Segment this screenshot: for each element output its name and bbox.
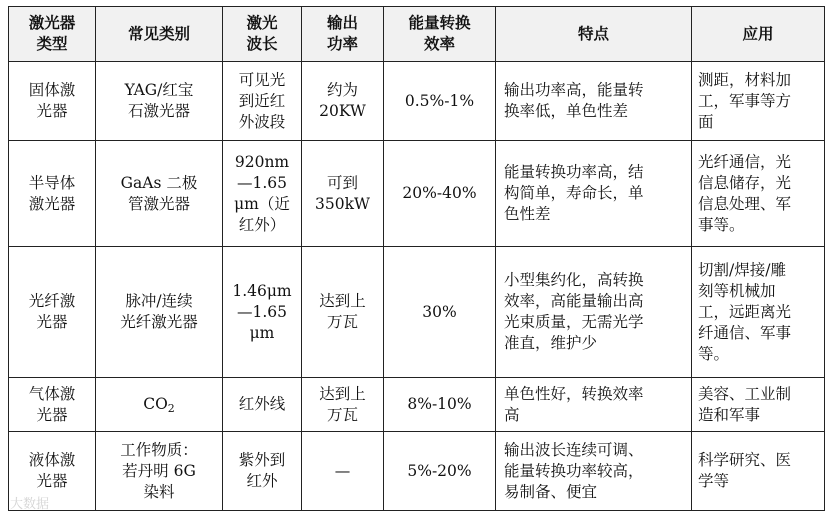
cell-category: 工作物质： 若丹明 6G 染料 (96, 432, 223, 511)
cell-type: 液体激 光器 (9, 432, 96, 511)
cell-features: 输出功率高，能量转 换率低，单色性差 (496, 62, 692, 141)
cell-type: 气体激 光器 (9, 378, 96, 432)
cell-applications: 科学研究、医 学等 (692, 432, 825, 511)
cell-features: 小型集约化，高转换 效率，高能量输出高 光束质量，无需光学 准直，维护少 (496, 247, 692, 378)
laser-comparison-table (8, 6, 825, 511)
cell-wavelength: 1.46μm —1.65 μm (223, 247, 302, 378)
cell-efficiency: 30% (384, 247, 496, 378)
cell-power: 可到 350kW (302, 141, 384, 247)
table-row (9, 141, 825, 247)
header-laser-type: 激光器 类型 (9, 7, 96, 62)
header-common-category: 常见类别 (96, 7, 223, 62)
header-wavelength: 激光 波长 (223, 7, 302, 62)
header-features: 特点 (496, 7, 692, 62)
cell-power: 达到上 万瓦 (302, 247, 384, 378)
co2-subscript: 2 (167, 402, 175, 415)
cell-efficiency: 20%-40% (384, 141, 496, 247)
cell-category: 脉冲/连续 光纤激光器 (96, 247, 223, 378)
cell-category: GaAs 二极 管激光器 (96, 141, 223, 247)
cell-features: 能量转换功率高，结 构简单，寿命长，单 色性差 (496, 141, 692, 247)
cell-features: 单色性好，转换效率 高 (496, 378, 692, 432)
cell-wavelength: 920nm —1.65 μm（近 红外） (223, 141, 302, 247)
header-output-power: 输出 功率 (302, 7, 384, 62)
cell-wavelength: 红外线 (223, 378, 302, 432)
cell-applications: 测距，材料加 工，军事等方 面 (692, 62, 825, 141)
header-applications: 应用 (692, 7, 825, 62)
cell-efficiency: 0.5%-1% (384, 62, 496, 141)
table-row (9, 247, 825, 378)
table-row (9, 432, 825, 511)
cell-applications: 切割/焊接/雕 刻等机械加 工，远距离光 纤通信、军事 等。 (692, 247, 825, 378)
cell-efficiency: 5%-20% (384, 432, 496, 511)
cell-power: 约为 20KW (302, 62, 384, 141)
cell-type: 固体激 光器 (9, 62, 96, 141)
cell-category: YAG/红宝 石激光器 (96, 62, 223, 141)
cell-applications: 光纤通信，光 信息储存，光 信息处理、军 事等。 (692, 141, 825, 247)
cell-type: 半导体 激光器 (9, 141, 96, 247)
header-efficiency: 能量转换 效率 (384, 7, 496, 62)
cell-wavelength: 可见光 到近红 外波段 (223, 62, 302, 141)
cell-wavelength: 紫外到 红外 (223, 432, 302, 511)
cell-type: 光纤激 光器 (9, 247, 96, 378)
cell-power: 达到上 万瓦 (302, 378, 384, 432)
table-row (9, 62, 825, 141)
header-row (9, 7, 825, 62)
cell-power: — (302, 432, 384, 511)
table-row (9, 378, 825, 432)
cell-applications: 美容、工业制 造和军事 (692, 378, 825, 432)
watermark: 大数据 (10, 497, 50, 512)
cell-features: 输出波长连续可调、 能量转换功率较高， 易制备、便宜 (496, 432, 692, 511)
cell-category: $CO_2$ (96, 378, 223, 432)
cell-efficiency: 8%-10% (384, 378, 496, 432)
